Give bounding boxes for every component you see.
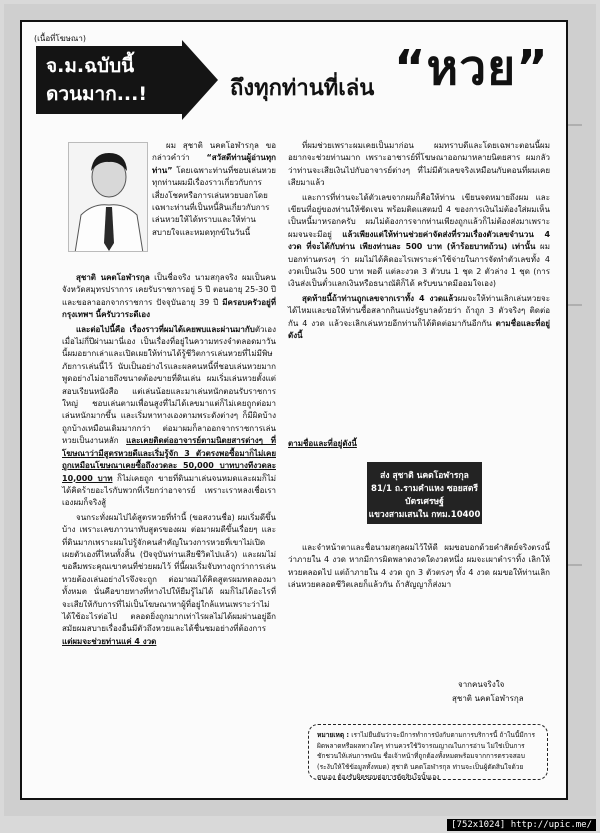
closing-column: [288, 542, 550, 594]
note-text: เราไม่ยืนยันว่าจะมีการทำการบังกับตามการบริการนี้ ถ้าในนี้มีการผิดพลาดหรือผลทางใดๆ ท่านควรใช้วิจารณญาณในการอ่าน ไม่ใช่เป็นการชักชวนให้เล่นการพนัน ชื่อเจ้าหน้าที่ถูกต้องทั้งหมดพร้อมจากการตรวจสอบ (ระงับให้ใช้ข้อมูลทั้งหมด) สุชาติ นคตโอฬารกุล: [317, 731, 535, 771]
bio-text: เป็นชื่อจริง นามสกุลจริง ผมเป็นคนจังหวัดสมุทรปราการ เคยรับราชการอยู่ 5 ปี ตอนอายุ 25-30 ปี และขอลาออกจากราชการ ปัจจุบันอายุ 39 ปี: [62, 273, 277, 307]
address-line-3: แขวงสามเสนใน กทม.10400: [368, 510, 481, 520]
bio-paragraph: [62, 272, 276, 322]
ad-space-label: (เนื้อที่โฆษณา): [34, 34, 86, 43]
signature-from: จากคนจริงใจ: [458, 680, 505, 689]
instructions-text: และการที่ท่านจะได้ตัวเลขจากผมก็คือให้ท่าน เขียนจดหมายถึงผม และเขียนที่อยู่ของท่านให้ชัดเจน พร้อมติดแสตมป์ 4 ของการเงินไม่ต้องใส่ผมเห็นเป็นหนี้มาหรอกครับ ผมไม่ต้องการจากท่านเพียงถูกแล้วก็ไม่ต้องส่งมาเพราะผมจนจะมีอยู่: [288, 192, 550, 239]
arrow-icon: [182, 40, 218, 120]
formula-text: จนกระทั่งผมไปได้สูตรหวยที่ทำนี้ (ขอสงวนชื่อ) ผมเริ่มดีขึ้นบ้าง เพราะเลขภาวนาทับสูตรของผม ต่อมาผมดีขึ้นเรื่อยๆ และที่ดินมากเพราะผมไปรู้จักคนสำคัญในวงการหวยที่เขาไม่เปิดเผยตัวเองที่ไหนทั้งสิ้น (ปัจจุบันท่านเสียชีวิตไปแล้ว) และผมไม่ขอลืมพระคุณเขาคนที่ช่วยผมไว้ ที่นี้ผมเริ่มจับทางถูกว่าการเล่นหวยต้องเล่นอย่างไรจึงจะถูก ต่อมาผมได้คิดสูตรผมทดลองมาทั้งหมด นั่นคือขายทางที่ทางไปให้ยืมรู้ไม่ได้ ผมก็ไม่ได้อะไรที่จะเสียให้กับการที่ไม่เป็นโฆษณาหาผู้ที่อยู่ใกล้แทนเพราะว่าไม่ได้ใช้อะไรต่อไป ตลอดยิ่งถูกมากเท่าไรผลไม่ได้ผมผ่านอยู่อีกสมัยผมสบายเรื่องอื่นมีตัวถึงหวยและได้ชื่นชมอย่างที่ต้องการ: [62, 512, 276, 634]
address-heading: ตามชื่อและที่อยู่ดังนี้: [288, 439, 357, 448]
greeting-bold: “สวัสดีท่านผู้อ่านทุกท่าน”: [152, 153, 276, 175]
image-host-caption: [752x1024] http://upic.me/: [447, 819, 596, 831]
promise-tail: ตามชื่อและที่อยู่ดังนี้: [288, 318, 550, 341]
reason-paragraph: [288, 140, 550, 190]
author-name-bold: สุชาติ นคตโอฬารกุล: [76, 273, 150, 282]
story-emphasis: และเคยติดต่ออาจารย์ตามนิตยสารต่างๆ ที่โฆษณาว่ามีสูตรหวยดีและเริ่มรู้จัก 3 ตัวตรงพอซื้อมาก็ไม่เคยถูกเหมือนโฆษณาเคยซื้อถึงงวดละ 50,000 บาทบางทีงวดละ 10,000 บาท: [62, 436, 276, 483]
address-line-1: ส่ง สุชาติ นคตโอฬารกุล: [380, 471, 469, 481]
four-draws-emphasis: แต่ผมจะช่วยท่านแค่ 4 งวด: [62, 636, 157, 646]
disclaimer-note: [308, 724, 548, 780]
intro-paragraph: [152, 140, 276, 239]
right-column: [288, 140, 550, 345]
story-lead: และต่อไปนี้คือ เรื่องราวที่ผมได้เคยพบและผ่านมากับ: [76, 324, 255, 334]
signature-name: สุชาติ นคตโอฬารกุล: [452, 694, 524, 703]
note-text-tail: ท่านจะเป็นผู้ตัดสินใจด้วยตนเอง ต้องรับผิดชอบต่อการตัดสินใจนั้นเอง: [317, 762, 524, 781]
story-tail: ก็ไม่เคยถูก ขายที่ดินมาเล่นจนหมดและผมก็ไม่ได้คิดร้ายอะไรกับพวกที่เรียกว่าอาจารย์ เพราะเราหลงเชื่อเราเองผมก็จริงสู้: [62, 473, 276, 508]
headline: ถึงทุกท่านที่เล่น: [230, 76, 375, 101]
closing-paragraph: และจำหน้าตาและชื่อนามสกุลผมไว้ให้ดี ผมขอบอกด้วยคำสัตย์จริงตรงนี้ว่าภายใน 4 งวด หากมีการผิดพลาดงวดใดงวดหนึ่ง ผมจะเผาตำราทิ้ง เลิกให้หวยตลอดไป แต่ถ้าภายใน 4 งวด ถูก 3 ตัวตรงๆ ทั้ง 4 งวด ผมขอให้ท่านเลิกเล่นหวยตลอดชีวิตเลยก็แล้วกัน ถ้าสัญญาก็ส่งมา: [288, 543, 550, 590]
headline-highlight: “หวย”: [394, 40, 549, 96]
intro-column: [152, 140, 276, 241]
formula-paragraph: [62, 512, 276, 648]
address-line-2: 81/1 ถ.รามคำแหง ซอยสตรีบัตรเศรษฐ์: [371, 484, 478, 507]
promise-lead: สุดท้ายนี้ถ้าท่านถูกเลขจากเราทั้ง 4 งวดแล้ว: [302, 293, 458, 303]
urgent-banner: [36, 46, 186, 114]
address-heading-wrap: [288, 438, 438, 452]
promise-text: ผมจะให้ท่านเลิกเล่นหวยจะได้ไหมและขอให้ท่านซื้อสลากกินแบ่งรัฐบาลด้วยว่า ถ้าถูก 3 ตัวจริงๆ ติดต่อกัน 4 งวด แล้วจะเลิกเล่นหวยอีกท่านก็ได้ติดต่อมากันอีกกัน: [288, 293, 550, 328]
bio-tail: มีครอบครัวอยู่ที่กรุงเทพฯ นี้ครับวาระดีเอง: [62, 297, 276, 320]
intro-body: โดยเฉพาะท่านที่ชอบเล่นหวย ทุกท่านผมมีเรื่องราวเกี่ยวกับการเสี่ยงโชคหรือการเล่นหวยบอกโดยเฉพาะท่านที่เป็นหนี้สินเกี่ยวกับการเล่นหวยให้ได้ทราบและให้ท่านสบายใจและหมดทุกข์ในวันนี้: [152, 165, 276, 237]
note-label: หมายเหตุ :: [317, 731, 350, 739]
intro-text: ผม สุชาติ นคตโอฬารกุล ขอกล่าวคำว่า: [152, 141, 276, 163]
advertisement-page: [20, 20, 568, 800]
instructions-paragraph: [288, 192, 550, 291]
reason-text: ที่ผมช่วยเพราะผมเคยเป็นมาก่อน ผมทราบดีและโดยเฉพาะตอนนี้ผมอยากจะช่วยท่านมาก เพราะอาชารย์ที่โฆษณาออกมาหลายนิตยสาร ผมกลัวว่าท่านจะเสียเงินไปกับอาจารย์ต่างๆ ที่ไม่มีตัวเลขจริงเหมือนกับตอนที่ผมเคยเสียมาแล้ว: [288, 141, 550, 188]
instructions-tail: ผมบอกท่านตรงๆ ว่า ผมไม่ได้คิดอะไรเพราะค่าใช้จ่ายในการจัดทำตัวเลขทั้ง 4 งวดเป็นเงิน 500 บาท พอดี แต่ละงวด 3 ตัวบน 1 ชุด 2 ตัวล่าง 1 ชุด (การเงินส่งเป็นตั๋วแลกเงินหรือธนาณัติก็ได้ ครับขนาดมีออมใจเอง): [288, 242, 550, 289]
mailing-address-box: [367, 462, 482, 524]
story-paragraph: [62, 324, 276, 510]
banner-line-2: ดวนมาก...!: [46, 83, 148, 105]
portrait-image: [69, 143, 148, 252]
left-column: [62, 272, 276, 650]
promise-paragraph: [288, 293, 550, 343]
author-photo: [68, 142, 148, 252]
banner-line-1: จ.ม.ฉบับนี้: [46, 55, 135, 77]
story-text: ตัวเองเมื่อไม่กี่ปีผ่านมานี่เอง เป็นเรื่องที่อยู่ในความทรงจำตลอดมาวันนี้ผมอยากเล่าและเปิดเผยให้ท่านได้รู้ชีวิตการเล่นหวยที่ไม่มีพิษภัยการเล่นนี้ไว้ นับเป็นอย่างไรและผลคนหนี้ที่ชอบเล่นหวยมาก พูดอย่างไม่อายถึงขนาดต้องขายที่ดินเล่น ผมเริ่มเล่นหวยตั้งแต่สอบเรียนหนังสือ แต่เล่นน้อยและมาเล่นหนักตอนรับราชการใหญ่ ชอบเล่นตามเพื่อนสูงที่ไม่ได้เลขมาแต่ก็ไม่เคยถูกต่อมาเล่นหนักมากขึ้น และเริ่มหาทางเองตามพระดังต่างๆ ก็มีผิดบ้างถูกบ้างเหมือนเดิมมากกว่า ต่อมาผมก็ลาออกจากราชการเล่นหวยเป็นงานหลัก: [62, 324, 276, 446]
price-emphasis: แล้วเพียงแต่ให้ท่านช่วยค่าจัดส่งที่รวมเรื่องตัวเลขจำนวน 4 งวด ที่จะได้กับท่าน เพียงท่านละ 500 บาท (ห้าร้อยบาทถ้วน) เท่านั้น: [288, 229, 551, 252]
